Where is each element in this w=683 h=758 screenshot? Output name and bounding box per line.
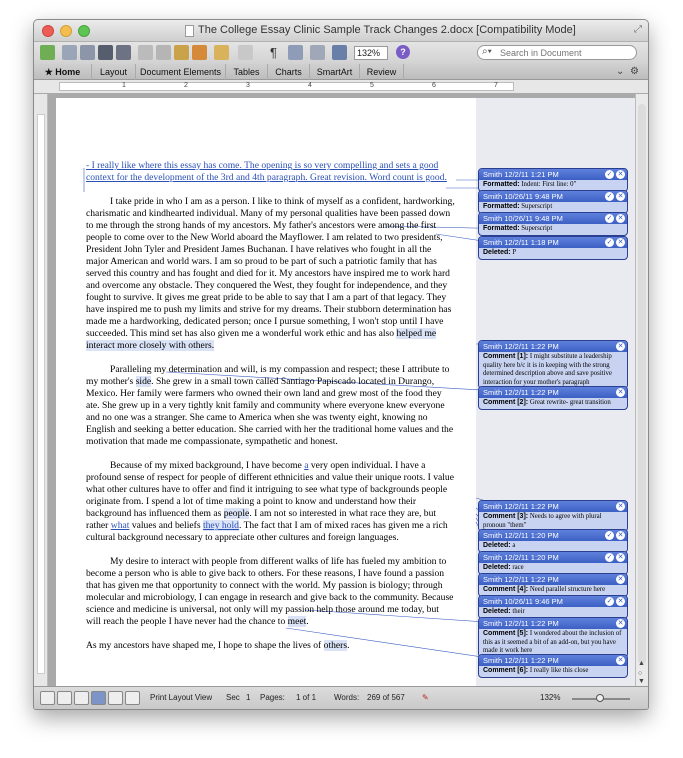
document-body[interactable] [86,160,456,652]
delete-comment-icon[interactable]: ✕ [617,343,624,350]
balloon-label: Comment [1]: [483,353,529,360]
window-title: The College Essay Clinic Sample Track Changes 2.docx [Compatibility Mode] [198,24,576,36]
reject-icon[interactable]: ✕ [617,171,624,178]
ruler-number: 3 [246,82,250,89]
search-field[interactable] [477,45,637,60]
accept-icon[interactable]: ✓ [606,193,613,200]
sidebar-icon[interactable] [288,45,303,60]
balloon-label: Deleted: [483,564,511,571]
balloon-label: Formatted: [483,181,520,188]
balloon-label: Formatted: [483,203,520,210]
outline-view-icon[interactable] [57,691,72,705]
balloon-text: Needs to agree with plural pronoun "them" [483,513,602,529]
paragraph-4-text-a: My desire to interact with people from different walks of life has fueled my ambition to become a person who is able to give back to others. For these reasons, I have found a passion that has given me that opportunity to connect with the world. My passion is biology; through molecular and microbiology, I can engage in research and give back to the community. Because science and medicine is universal, not only will my passion help those around me today, but will reach the people I have never had the chance to [86,556,454,627]
balloon-label: Deleted: [483,608,511,615]
ruler-number: 5 [370,82,374,89]
media-browser-icon[interactable] [332,45,347,60]
tab-layout[interactable]: Layout [92,64,136,80]
accept-icon[interactable]: ✓ [606,532,613,539]
reject-icon[interactable]: ✕ [617,598,624,605]
previous-page-icon[interactable]: ▲ [638,660,645,667]
paragraph-3-text-b: very open individual. I have a profound sense of respect for people of different ethnicities and value their unique roots. I value what other cultures have to offer and find it intriguing to see what type of backgrounds people originate from. I spend a lot of time making a point to know and understand how their background has influenced them as [86,460,454,519]
proofing-error-icon[interactable]: ✎ [422,693,429,702]
paragraph-4 [86,556,456,628]
delete-comment-icon[interactable]: ✕ [617,620,624,627]
paragraph-3 [86,460,456,544]
tab-charts[interactable]: Charts [268,64,310,80]
print-layout-view-icon[interactable] [91,691,106,705]
horizontal-ruler [34,80,648,94]
delete-comment-icon[interactable]: ✕ [617,576,624,583]
accept-icon[interactable]: ✓ [606,598,613,605]
words-label: Words: [334,693,360,702]
ruler-number: 2 [184,82,188,89]
sec-value: 1 [246,693,251,702]
reject-icon[interactable]: ✕ [617,554,624,561]
reject-icon[interactable]: ✕ [617,193,624,200]
open-icon[interactable] [80,45,95,60]
tab-smartart[interactable]: SmartArt [310,64,360,80]
draft-view-icon[interactable] [40,691,55,705]
tab-home[interactable] [34,64,92,80]
balloon-label: Comment [3]: [483,513,529,520]
balloon-header: Smith 10/26/11 9:46 PM [483,597,563,606]
ruler-number: 4 [308,82,312,89]
balloon-text: Need parallel structure here [528,586,606,593]
print-icon[interactable] [116,45,131,60]
tab-tables[interactable]: Tables [226,64,268,80]
show-formatting-icon[interactable]: ¶ [270,45,277,60]
balloon-text: I really like this close [528,667,589,674]
search-icon: ⌕▾ [482,46,492,57]
balloon-header: Smith 12/2/11 1:21 PM [483,170,559,179]
delete-comment-icon[interactable]: ✕ [617,389,624,396]
balloon-header: Smith 12/2/11 1:22 PM [483,575,559,584]
ruler-number: 1 [122,82,126,89]
title-bar [34,20,648,42]
paragraph-1 [86,196,456,352]
status-zoom: 132% [540,693,561,702]
balloon-text: Indent: First line: 0" [519,181,577,188]
balloon-text: their [510,608,525,615]
balloon-comment[interactable] [478,386,628,410]
balloon-comment[interactable] [478,500,628,532]
paragraph-2-text-b: . She grew in a small town called Santiago Papiscado located in Durango, Mexico. Her family were farmers who owned their own land and grew most of the food they ate. She grew up in a very tightly knit family and community where everyone knew everyone and no one was a stranger. She came to America when she was twenty eight, knowing no English and seeking a better education. She carried with her the traditional home values and the motivation that made me compassionate, sympathetic and honest. [86,376,454,447]
balloon-text: I might substitute a leadership quality here b/c it is in keeping with the strong determined description above and save positive interaction for your mother's paragraph [483,353,612,386]
vertical-scrollbar[interactable] [635,94,648,686]
comment-anchor-6[interactable]: others [323,640,348,651]
balloon-deleted[interactable] [478,595,628,619]
accept-icon[interactable]: ✓ [606,215,613,222]
paragraph-3-text-d: values and beliefs [129,520,203,531]
reject-icon[interactable]: ✕ [617,239,624,246]
cut-icon[interactable] [138,45,153,60]
view-name: Print Layout View [150,693,213,702]
ribbon-gear-icon[interactable]: ⚙ [630,66,639,77]
balloon-header: Smith 10/26/11 9:48 PM [483,192,563,201]
balloon-text: Superscript [519,203,553,210]
balloon-deleted[interactable] [478,551,628,575]
balloon-deleted[interactable] [478,529,628,553]
pages-label: Pages: [260,693,285,702]
balloon-header: Smith 12/2/11 1:18 PM [483,238,559,247]
paragraph-5 [86,640,456,652]
word-window [33,19,649,710]
ribbon-tabs [34,64,648,80]
delete-comment-icon[interactable]: ✕ [617,657,624,664]
insertion-what[interactable]: what [110,520,130,531]
comment-anchor-2[interactable]: side [135,376,152,387]
pages-value: 1 of 1 [296,693,317,702]
standard-toolbar [34,42,648,64]
insertion-a[interactable]: a [304,460,309,471]
tab-home-label: Home [55,67,81,77]
delete-comment-icon[interactable]: ✕ [617,503,624,510]
ruler-track[interactable] [59,82,514,91]
toolbox-icon[interactable] [310,45,325,60]
close-window-button[interactable] [42,25,54,37]
tab-document-elements[interactable]: Document Elements [136,64,226,80]
paragraph-5-text-b: . [347,640,350,651]
publishing-view-icon[interactable] [74,691,89,705]
paragraph-5-text-a: As my ancestors have shaped me, I hope to shape the lives of [86,640,324,651]
balloon-header: Smith 12/2/11 1:22 PM [483,342,559,351]
paragraph-3-text-c: . I am not so interested in what race they are, but rather [86,508,437,531]
paragraph-1-text: I take pride in who I am as a person. I like to think of myself as a confident, hardworking, charismatic and kindhearted individual. Many of my personal qualities have been passed down to me through the strong hands of my ancestors. My father's ancestors were among the first people to come over to the New World aboard the Mayflower. I am related to two presidents, President John Tyler and President James Buchanan. I have relatives who fought in all the major American and world wars. I am so proud to be part of such a patriotic family that has served this country and has fought and died for it. My ancestors have inspired me to work hard and overcome any obstacle. They conquered the West, they fought for independence, and they fought to survive. It gives me great pride to be able to say that I am a part of that legacy. They have inspired me to push my limits and strive for my dreams. Their stubborn determination has made me a hardworking, dedicated person; once I pursue something, I won't stop until I have succeeded. This mind set has also given me a wonderful work ethic and has also [86,196,455,339]
vertical-ruler [34,94,48,686]
fullscreen-icon[interactable]: ⤢ [634,24,642,35]
zoom-select[interactable]: 132% [354,46,388,60]
balloon-formatted[interactable] [478,168,628,192]
notebook-view-icon[interactable] [108,691,123,705]
balloon-text: Great rewrite- great transition [528,399,611,406]
templates-icon[interactable] [62,45,77,60]
new-document-icon[interactable] [40,45,55,60]
paste-icon[interactable] [174,45,189,60]
ruler-number: 6 [432,82,436,89]
balloon-label: Deleted: [483,542,511,549]
collapse-ribbon-icon[interactable]: ⌄ [616,66,625,77]
balloon-formatted[interactable] [478,190,628,214]
balloon-header: Smith 12/2/11 1:20 PM [483,553,559,562]
minimize-window-button[interactable] [60,25,72,37]
paragraph-4-text-b: . [306,616,309,627]
tab-review[interactable]: Review [360,64,404,80]
balloon-comment[interactable] [478,340,628,389]
inserted-comment-line: - I really like where this essay has come. The opening is so very compelling and sets a good context for the development of the 3rd and 4th paragraph. Great revision. Word count is good. [86,160,447,183]
accept-icon[interactable]: ✓ [606,239,613,246]
ruler-number: 7 [494,82,498,89]
paragraph-3-text-e: . The fact that I am of mixed races has given me a rich cultural background necessary to appreciate other cultures and foreign languages. [86,520,448,543]
balloon-text: a [510,542,516,549]
balloon-label: Comment [2]: [483,399,529,406]
zoom-slider[interactable] [572,698,630,700]
word-count[interactable]: 269 of 567 [367,693,405,702]
balloon-formatted[interactable] [478,212,628,236]
reject-icon[interactable]: ✕ [617,215,624,222]
balloon-label: Comment [4]: [483,586,529,593]
paragraph-3-text-a: Because of my mixed background, I have become [110,460,305,471]
balloon-text: I wondered about the inclusion of this as it seemed a bit of an add-on, but you have made it work here [483,630,622,654]
balloon-comment[interactable] [478,654,628,678]
balloon-comment[interactable] [478,617,628,658]
balloon-header: Smith 12/2/11 1:22 PM [483,656,559,665]
balloon-label: Comment [5]: [483,630,529,637]
search-input[interactable] [500,47,630,59]
reject-icon[interactable]: ✕ [617,532,624,539]
copy-icon[interactable] [156,45,171,60]
balloon-header: Smith 10/26/11 9:48 PM [483,214,563,223]
redo-icon[interactable] [238,45,253,60]
help-icon[interactable]: ? [396,45,410,59]
balloon-header: Smith 12/2/11 1:20 PM [483,531,559,540]
accept-icon[interactable]: ✓ [606,171,613,178]
status-bar [34,686,648,710]
comment-anchor-3[interactable]: people [223,508,250,519]
zoom-slider-knob[interactable] [596,694,604,702]
balloon-header: Smith 12/2/11 1:22 PM [483,502,559,511]
balloon-text: Superscript [519,225,553,232]
scroll-thumb[interactable] [638,104,646,664]
undo-icon[interactable] [214,45,229,60]
accept-icon[interactable]: ✓ [606,554,613,561]
save-icon[interactable] [98,45,113,60]
balloon-label: Comment [6]: [483,667,529,674]
format-painter-icon[interactable] [192,45,207,60]
focus-view-icon[interactable] [125,691,140,705]
balloon-text: race [510,564,524,571]
balloon-deleted[interactable] [478,236,628,260]
comment-anchor-1[interactable]: helped me interact more closely with others. [86,328,437,351]
balloon-text: P [510,249,517,256]
balloon-label: Formatted: [483,225,520,232]
balloon-header: Smith 12/2/11 1:22 PM [483,619,559,628]
insertion-they-hold[interactable]: they hold [202,520,239,531]
paragraph-2 [86,364,456,448]
comment-anchor-5[interactable]: meet [287,616,307,627]
zoom-window-button[interactable] [78,25,90,37]
sec-label: Sec [226,693,240,702]
balloon-header: Smith 12/2/11 1:22 PM [483,388,559,397]
paragraph-2-text-a: Paralleling my determination and will, is my compassion and respect; these I attribute to my mother's [86,364,450,387]
home-icon: ★ [44,67,56,77]
balloon-label: Deleted: [483,249,511,256]
next-page-icon[interactable]: ▼ [638,678,645,685]
document-icon [185,25,194,37]
vertical-ruler-track[interactable] [37,114,45,674]
balloon-comment[interactable] [478,573,628,597]
browse-object-icon[interactable]: ○ [638,670,643,677]
